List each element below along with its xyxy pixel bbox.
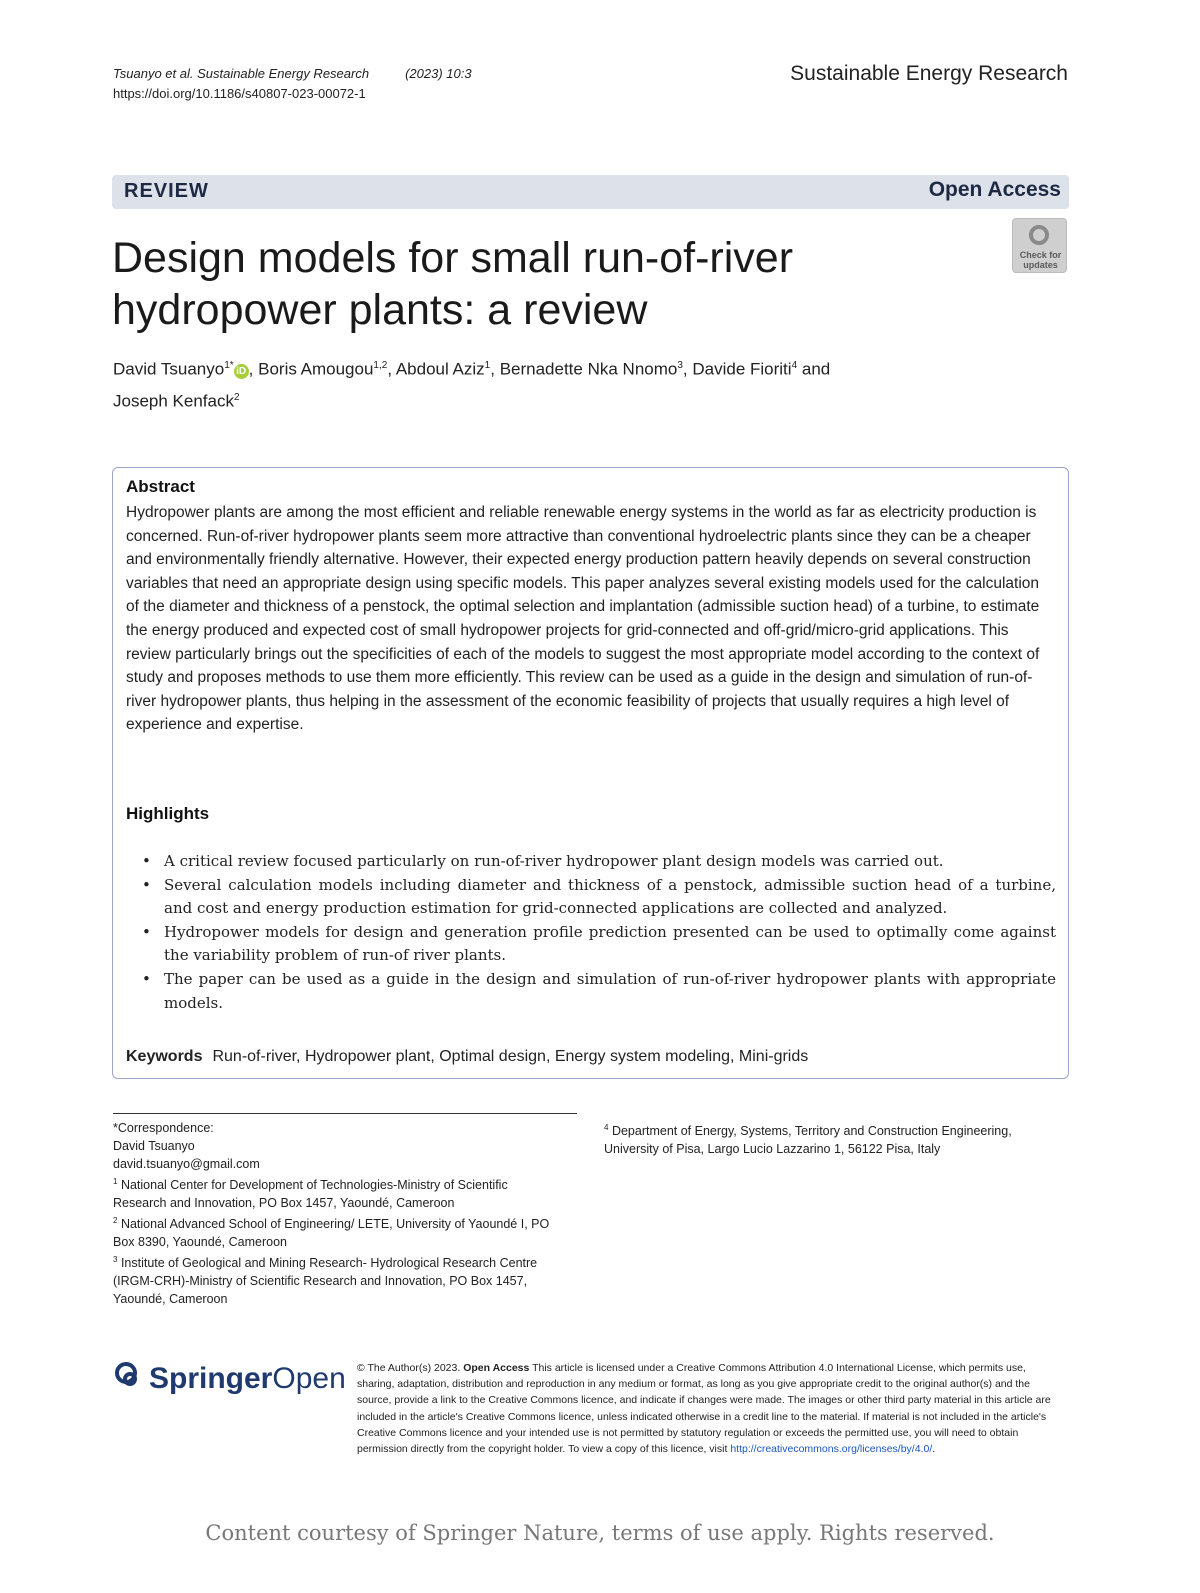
keywords-text: Run-of-river, Hydropower plant, Optimal design, Energy system modeling, Mini-grids [212,1048,809,1065]
correspondence-email[interactable]: david.tsuanyo@gmail.com [113,1157,260,1171]
affiliation-item [604,1119,1044,1158]
year-volume: (2023) 10:3 [405,66,472,81]
highlight-text: A critical review focused particularly on run-of-river hydropower plant design models was carried out. [164,852,944,870]
author-name[interactable]: Abdoul Aziz [395,359,485,379]
abstract-heading: Abstract [126,477,195,496]
affiliation-text: Institute of Geological and Mining Research- Hydrological Research Centre (IRGM-CRH)-Ministry of Scientific Research and Innovation, PO Box 1457, Yaoundé, Cameroon [113,1256,538,1307]
logo-suffix: Open [272,1362,346,1395]
abstract-text: Hydropower plants are among the most efficient and reliable renewable energy systems in the world as far as electricity production is concerned. Run-of-river hydropower plants seem more attractive than conventional hydroelectric plants since they can be a cheaper and environmentally friendly alternative. However, their expected energy production pattern heavily depends on several construction variables that need an appropriate design using specific models. This paper analyzes several existing models used for the calculation of the diameter and thickness of a penstock, the optimal selection and implantation (admissible suction head) of a turbine, to estimate the energy produced and expected cost of small hydropower projects for grid-connected and off-grid/micro-grid applications. This review particularly brings out the specificities of each of the models to suggest the most appropriate model according to the context of study and proposes methods to use them more efficiently. This review can be used as a guide in the design and simulation of run-of-river hydropower plants, thus helping in the assessment of the economic feasibility of projects that usually requires a high level of experience and expertise. [126,504,1040,734]
springer-open-logo[interactable] [113,1360,346,1396]
crossmark-line1: Check for [1019,250,1062,260]
correspondence-name: David Tsuanyo [113,1139,195,1153]
list-item [126,921,1056,968]
affiliation-right [604,1119,1044,1158]
correspondence-affiliations [113,1119,553,1308]
affiliation-text: National Center for Development of Technologies-Ministry of Scientific Research and Innovation, PO Box 1457, Yaoundé, Cameroon [113,1178,508,1211]
doi-link[interactable]: https://doi.org/10.1186/s40807-023-00072-1 [113,86,366,101]
affiliation-item [113,1251,553,1308]
affiliation-item [113,1212,553,1251]
author-affiliation: 1* [224,360,234,371]
abstract-box [112,467,1069,1079]
highlight-text: Hydropower models for design and generation profile prediction presented can be used to optimally come against the variability problem of run-of river plants. [164,922,1056,965]
license-text [357,1360,1057,1457]
article-title: Design models for small run-of-river hydropower plants: a review [112,234,794,334]
keywords-label: Keywords [126,1048,203,1065]
bullet: • [142,969,151,988]
highlights-heading: Highlights [126,804,210,823]
author-affiliation: 3 [677,360,683,371]
author-name[interactable]: Joseph Kenfack [113,391,234,411]
and-word: and [801,359,831,379]
citation: Tsuanyo et al. Sustainable Energy Research [113,66,370,81]
correspondence-label: *Correspondence: [113,1121,214,1135]
author-list: David Tsuanyo$^{1*}$iD , Boris Amougou$^{1,2}$, Abdoul Aziz$^1$, Bernadette Nka Nnomo$^3$, Davide Fioriti$^4$ and Joseph Kenfack$^2$ [113,359,831,411]
article-type-banner [112,175,1069,209]
springer-horse-icon [113,1360,143,1394]
check-for-updates-badge[interactable] [1012,218,1067,273]
footnote-divider [113,1113,577,1114]
author-affiliation: 1 [484,360,491,371]
highlights-list [126,850,1056,1015]
article-type: REVIEW [124,180,209,202]
list-item [126,850,1056,874]
affiliation-number: 3 [113,1255,118,1265]
affiliation-text: National Advanced School of Engineering/ LETE, University of Yaoundé I, PO Box 8390, Yaoundé, Cameroon [113,1217,550,1250]
logo-brand: Springer [149,1362,273,1395]
open-access-label: Open Access [928,178,1061,201]
license-open-access: Open Access [463,1362,530,1374]
author-name[interactable]: Bernadette Nka Nnomo [499,359,678,379]
journal-name: Sustainable Energy Research [790,62,1068,85]
author-name[interactable]: Davide Fioriti [692,359,792,379]
crossmark-line2: updates [1023,260,1058,270]
page-footer: Content courtesy of Springer Nature, terms of use apply. Rights reserved. [205,1521,995,1545]
license-body: This article is licensed under a Creative Commons Attribution 4.0 International License, which permits use, sharing, adaptation, distribution and reproduction in any medium or format, as long as you give appropriate credit to the original author(s) and the source, provide a link to the Creative Commons licence, and indicate if changes were made. The images or other third party material in this article are included in the article's Creative Commons licence, unless indicated otherwise in a credit line to the material. If material is not included in the article's Creative Commons licence and your intended use is not permitted by statutory regulation or exceeds the permitted use, you will need to obtain permission directly from the copyright holder. To view a copy of this licence, visit [357,1362,1051,1456]
license-end: . [932,1443,936,1456]
author-affiliation: 4 [791,360,798,371]
highlight-text: The paper can be used as a guide in the design and simulation of run-of-river hydropower plants with appropriate models. [164,969,1056,1012]
affiliation-text: Department of Energy, Systems, Territory and Construction Engineering, University of Pisa, Largo Lucio Lazzarino 1, 56122 Pisa, Italy [604,1124,1012,1157]
affiliation-number: 1 [113,1177,118,1186]
crossmark-icon [1029,225,1049,245]
author-name[interactable]: Boris Amougou [258,359,374,379]
article-meta [113,64,472,104]
list-item [126,968,1056,1015]
orcid-icon[interactable]: iD [234,364,249,379]
bullet: • [142,852,151,870]
author-name[interactable]: David Tsuanyo [113,359,225,379]
bullet: • [142,875,151,894]
highlight-text: Several calculation models including diameter and thickness of a penstock, admissible suction head of a turbine, and cost and energy production estimation for grid-connected applications are collected and analyzed. [164,875,1056,918]
affiliation-number: 2 [113,1216,118,1226]
keywords [126,1048,808,1066]
affiliation-item [113,1173,553,1212]
copyright: © The Author(s) 2023. [357,1362,461,1374]
affiliation-number: 4 [604,1123,609,1132]
list-item [126,874,1056,921]
author-affiliation: 1,2 [373,360,388,371]
author-affiliation: 2 [233,391,240,403]
license-link[interactable]: http://creativecommons.org/licenses/by/4.0/ [730,1443,933,1456]
bullet: • [142,922,151,941]
